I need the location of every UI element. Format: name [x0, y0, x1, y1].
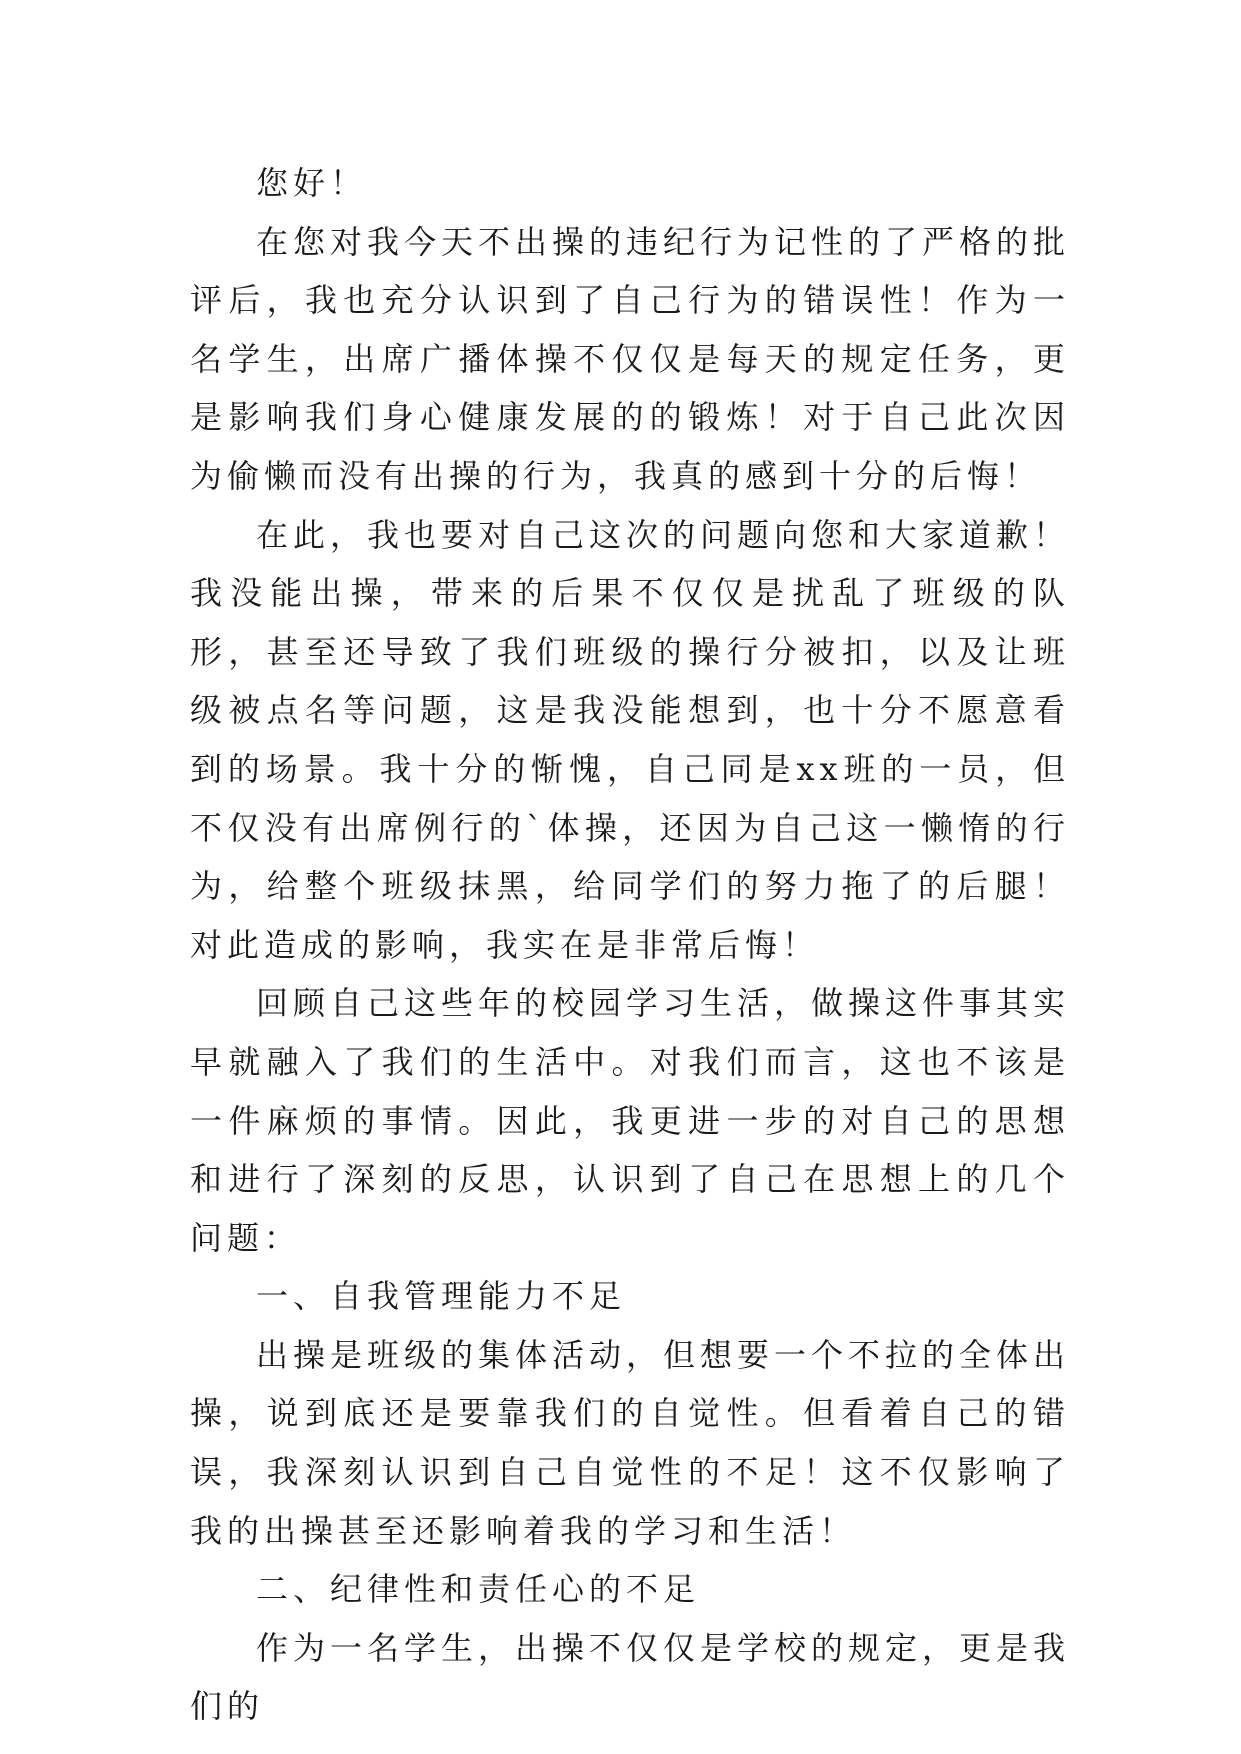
paragraph-2: 在此，我也要对自己这次的问题向您和大家道歉！我没能出操，带来的后果不仅仅是扰乱了班级的队形，甚至还导致了我们班级的操行分被扣，以及让班级被点名等问题，这是我没能想到，也十分不愿意看到的场景。我十分的惭愧，自己同是xx班的一员，但不仅没有出席例行的`体操，还因为自己这一懒惰的行为，给整个班级抹黑，给同学们的努力拖了的后腿！对此造成的影响，我实在是非常后悔！: [190, 515, 1071, 964]
paragraph-1: 在您对我今天不出操的违纪行为记性的了严格的批评后，我也充分认识到了自己行为的错误性！作为一名学生，出席广播体操不仅仅是每天的规定任务，更是影响我们身心健康发展的的锻炼！对于自己此次因为偷懒而没有出操的行为，我真的感到十分的后悔！: [190, 222, 1071, 495]
heading-2: 二、纪律性和责任心的不足: [256, 1570, 701, 1609]
paragraph-3: 回顾自己这些年的校园学习生活，做操这件事其实早就融入了我们的生活中。对我们而言，这也不该是一件麻烦的事情。因此，我更进一步的对自己的思想和进行了深刻的反思，认识到了自己在思想上的几个问题：: [190, 984, 1071, 1257]
greeting: 您好！: [256, 164, 368, 202]
document-body: [190, 154, 1070, 1736]
heading-1: 一、自我管理能力不足: [256, 1277, 627, 1316]
paragraph-4: 出操是班级的集体活动，但想要一个不拉的全体出操，说到底还是要靠我们的自觉性。但看着自己的错误，我深刻认识到自己自觉性的不足！这不仅影响了我的出操甚至还影响着我的学习和生活！: [190, 1335, 1071, 1550]
paragraph-5: 作为一名学生，出操不仅仅是学校的规定，更是我们的: [190, 1628, 1071, 1726]
